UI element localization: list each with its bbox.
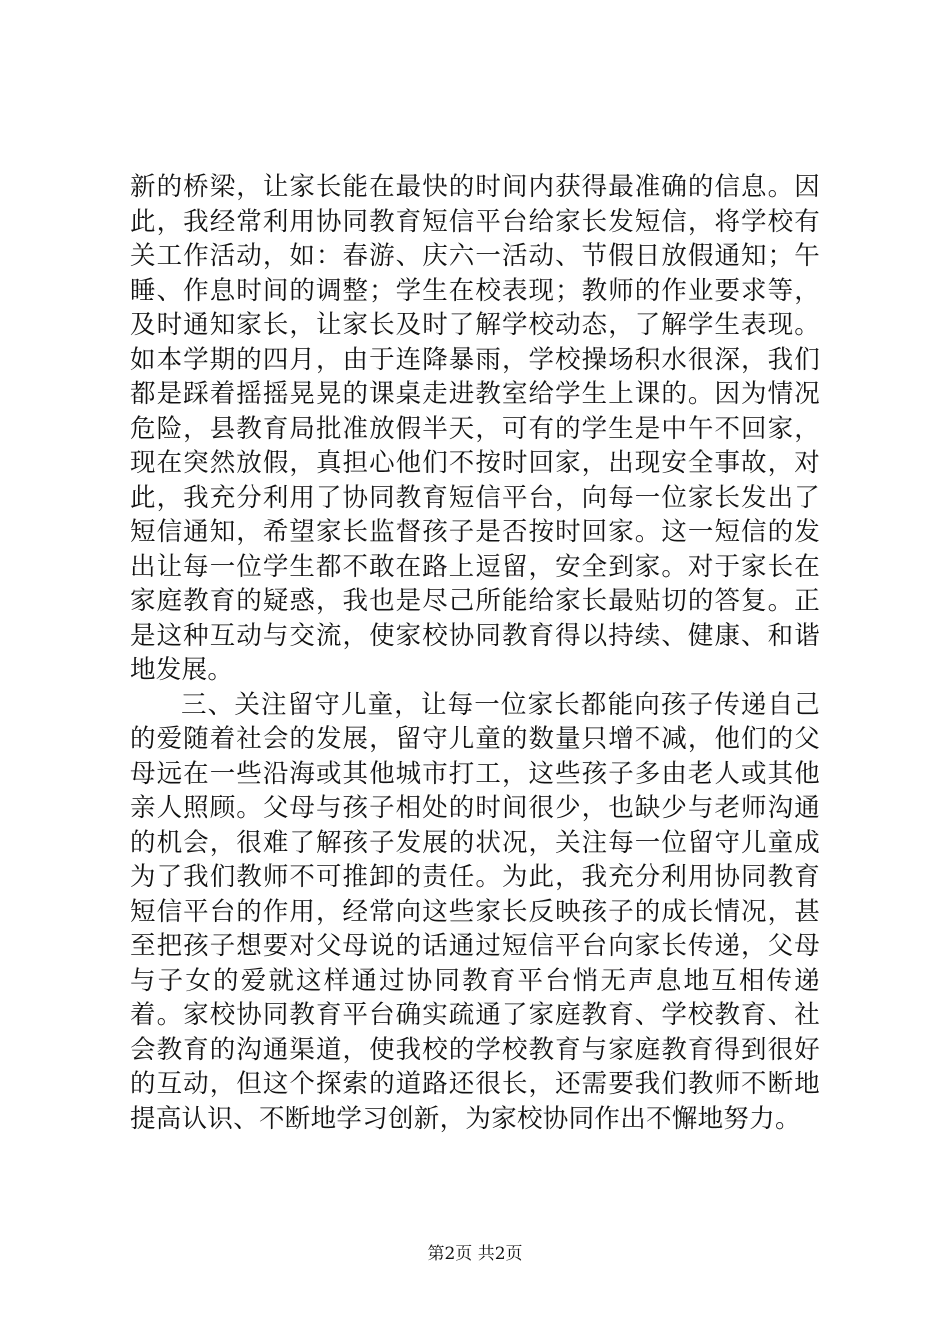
paragraph-section-three: 三、关注留守儿童，让每一位家长都能向孩子传递自己的爱随着社会的发展，留守儿童的数量只增不减，他们的父母远在一些沿海或其他城市打工，这些孩子多由老人或其他亲人照顾。父母与孩子相处的时间很少，也缺少与老师沟通的机会，很难了解孩子发展的状况，关注每一位留守儿童成为了我们教师不可推卸的责任。为此，我充分利用协同教育短信平台的作用，经常向这些家长反映孩子的成长情况，甚至把孩子想要对父母说的话通过短信平台向家长传递，父母与子女的爱就这样通过协同教育平台悄无声息地互相传递着。家校协同教育平台确实疏通了家庭教育、学校教育、社会教育的沟通渠道，使我校的学校教育与家庭教育得到很好的互动，但这个探索的道路还很长，还需要我们教师不断地提高认识、不断地学习创新，为家校协同作出不懈地努力。 bbox=[130, 689, 820, 1134]
paragraph-continuation: 新的桥梁，让家长能在最快的时间内获得最准确的信息。因此，我经常利用协同教育短信平台给家长发短信，将学校有关工作活动，如：春游、庆六一活动、节假日放假通知；午睡、作息时间的调整；学生在校表现；教师的作业要求等，及时通知家长，让家长及时了解学校动态，了解学生表现。如本学期的四月，由于连降暴雨，学校操场积水很深，我们都是踩着摇摇晃晃的课桌走进教室给学生上课的。因为情况危险，县教育局批准放假半天，可有的学生是中午不回家，现在突然放假，真担心他们不按时回家，出现安全事故，对此，我充分利用了协同教育短信平台，向每一位家长发出了短信通知，希望家长监督孩子是否按时回家。这一短信的发出让每一位学生都不敢在路上逗留，安全到家。对于家长在家庭教育的疑惑，我也是尽己所能给家长最贴切的答复。正是这种互动与交流，使家校协同教育得以持续、健康、和谐地发展。 bbox=[130, 172, 820, 685]
document-body bbox=[130, 170, 820, 1136]
page-footer: 第2页 共2页 bbox=[427, 1244, 523, 1264]
